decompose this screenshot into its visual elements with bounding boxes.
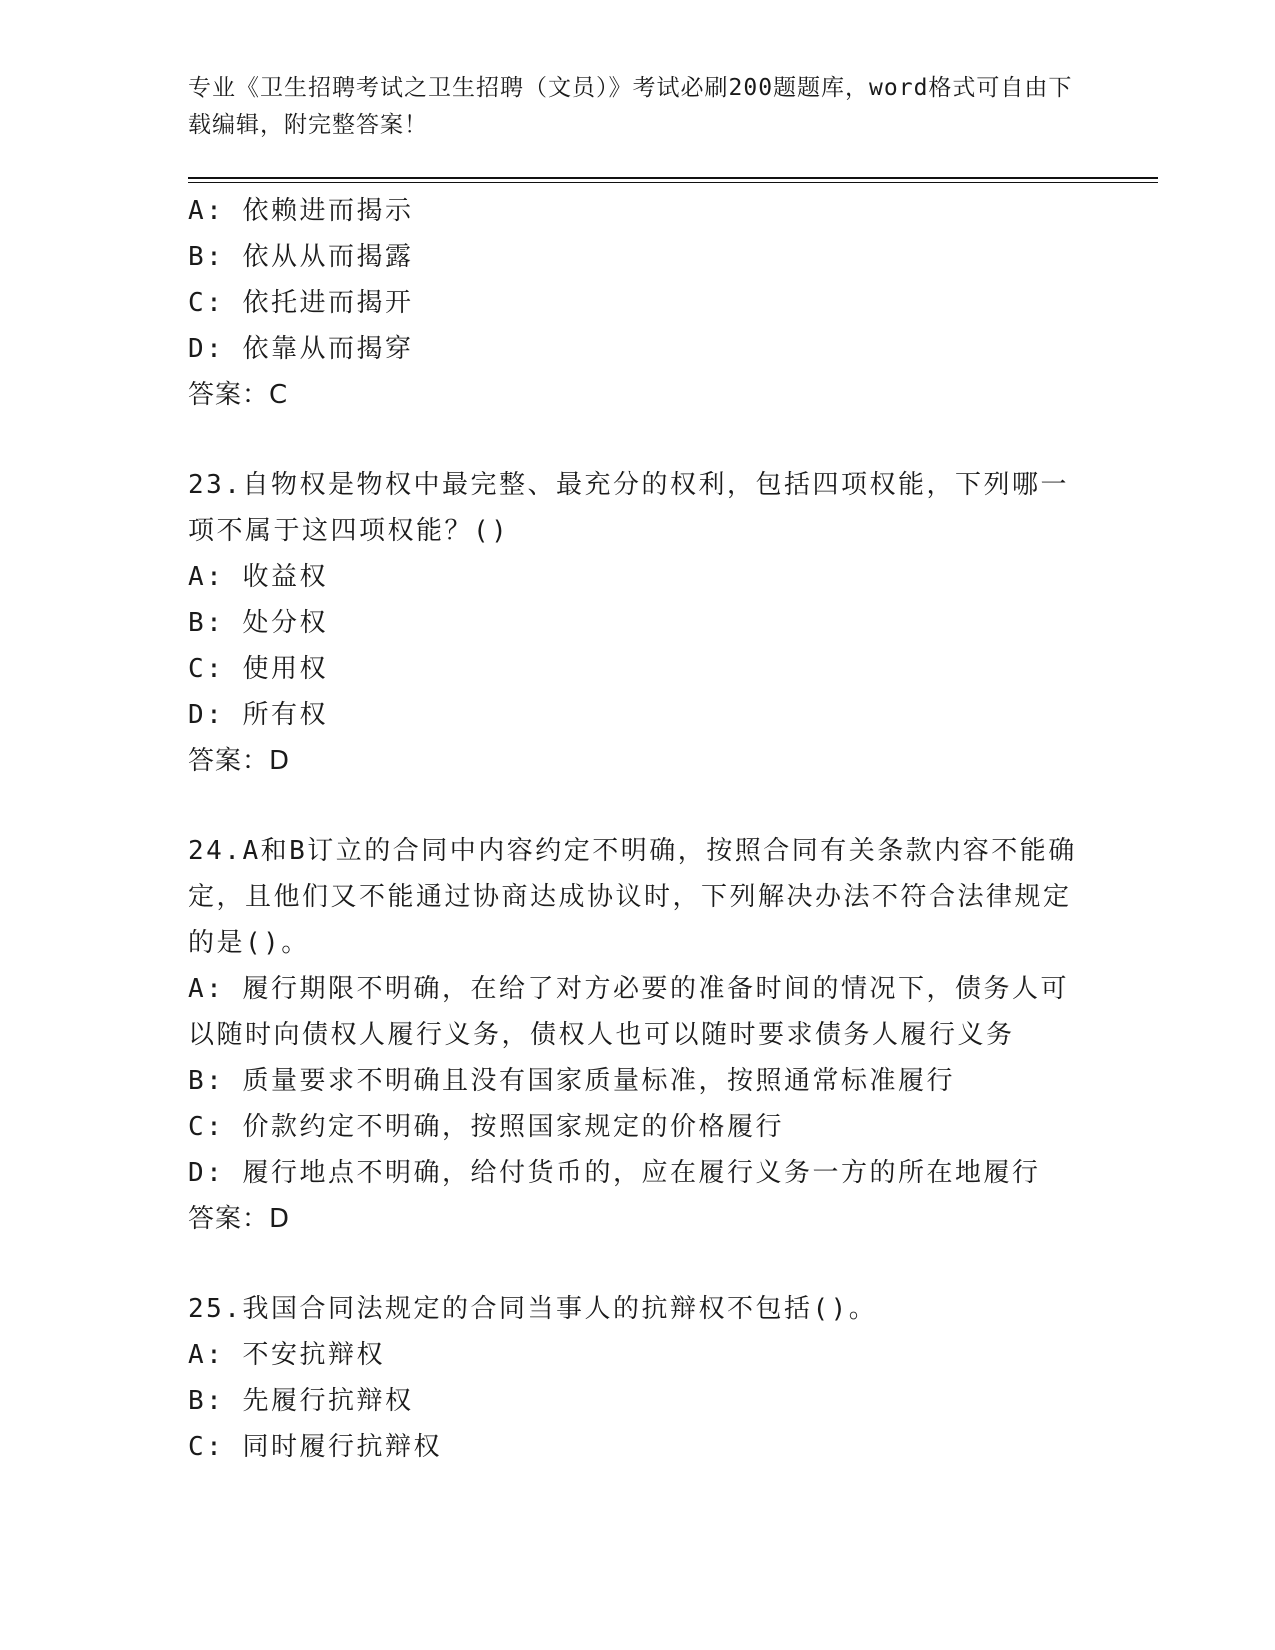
q23-option-a: A: 收益权 (188, 562, 328, 592)
q24-option-b: B: 质量要求不明确且没有国家质量标准，按照通常标准履行 (188, 1066, 955, 1096)
header-divider-thick (188, 177, 1158, 179)
q24-option-d: D: 履行地点不明确，给付货币的，应在履行义务一方的所在地履行 (188, 1158, 1041, 1188)
q25-option-b: B: 先履行抗辩权 (188, 1386, 414, 1416)
q22-answer: 答案：C (188, 380, 289, 410)
q24-answer: 答案：D (188, 1204, 291, 1234)
q25-text: 25.我国合同法规定的合同当事人的抗辩权不包括()。 (188, 1294, 878, 1324)
question-list (188, 188, 1088, 1470)
q23-option-c: C: 使用权 (188, 654, 328, 684)
q22-option-d: D: 依靠从而揭穿 (188, 334, 414, 364)
q22-option-c: C: 依托进而揭开 (188, 288, 414, 318)
q23-option-b: B: 处分权 (188, 608, 328, 638)
q25-option-c: C: 同时履行抗辩权 (188, 1432, 442, 1462)
q24-option-a: A: 履行期限不明确，在给了对方必要的准备时间的情况下，债务人可以随时向债权人履行义务，债权人也可以随时要求债务人履行义务 (188, 974, 1069, 1050)
q24-option-c: C: 价款约定不明确，按照国家规定的价格履行 (188, 1112, 784, 1142)
q22-option-a: A: 依赖进而揭示 (188, 196, 414, 226)
q23-text: 23.自物权是物权中最完整、最充分的权利，包括四项权能，下列哪一项不属于这四项权能？() (188, 470, 1069, 546)
q25-option-a: A: 不安抗辩权 (188, 1340, 385, 1370)
document-header: 专业《卫生招聘考试之卫生招聘（文员）》考试必刷200题题库，word格式可自由下载编辑，附完整答案！ (188, 75, 1073, 138)
q23-answer: 答案：D (188, 746, 291, 776)
q23-option-d: D: 所有权 (188, 700, 328, 730)
q22-option-b: B: 依从从而揭露 (188, 242, 414, 272)
q24-text: 24.A和B订立的合同中内容约定不明确，按照合同有关条款内容不能确定，且他们又不能通过协商达成协议时，下列解决办法不符合法律规定的是()。 (188, 836, 1077, 958)
header-divider-thin (188, 182, 1158, 183)
